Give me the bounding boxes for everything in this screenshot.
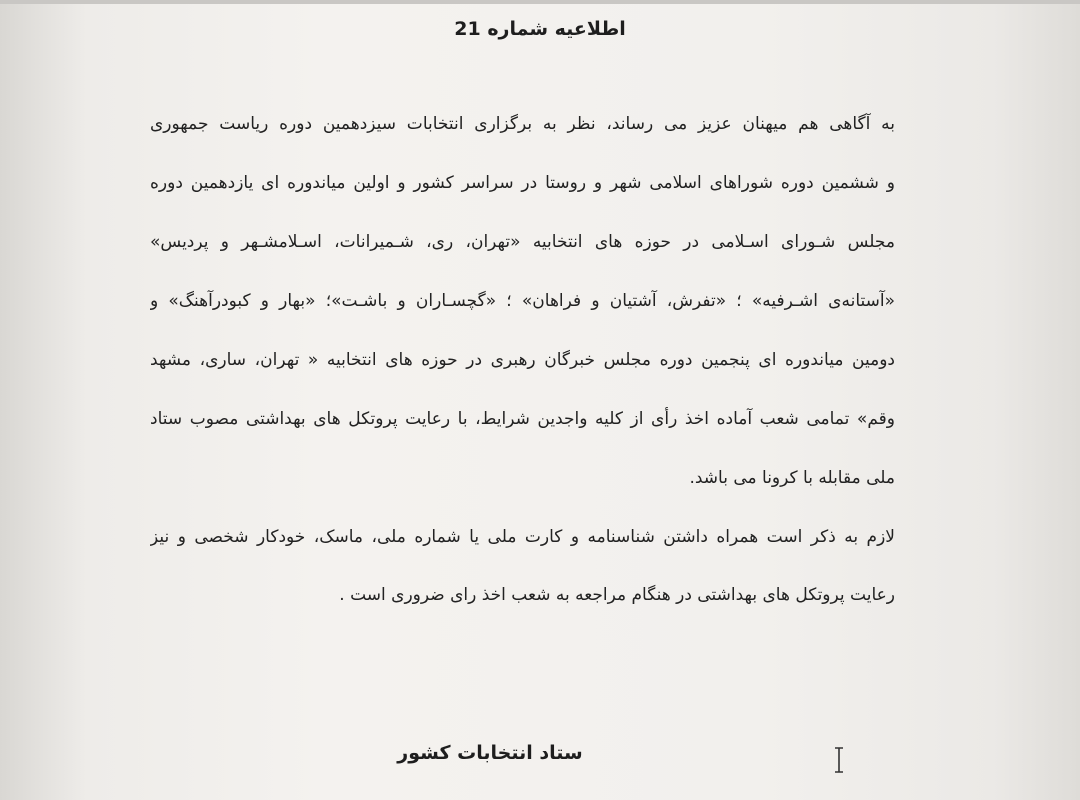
paragraph-line: «آستانه‌ی اشـرفیه» ؛ «تفرش، آشتیان و فراهان» ؛ «گچسـاران و باشـت»؛ «بهار و کبودرآهنگ» و xyxy=(150,291,895,311)
signature: ستاد انتخابات کشور xyxy=(397,742,583,764)
paragraph-2 xyxy=(150,508,895,624)
paragraph-line: مجلس شـورای اسـلامی در حوزه های انتخابیه «تهران، ری، شـمیرانات، اسـلامشـهر و پردیس» xyxy=(150,232,895,252)
paragraph-line: رعایت پروتکل های بهداشتی در هنگام مراجعه به شعب اخذ رای ضروری است . xyxy=(339,585,895,605)
document-title: اطلاعیه شماره 21 xyxy=(454,18,626,40)
paragraph-line: لازم به ذکر است همراه داشتن شناسنامه و کارت ملی یا شماره ملی، ماسک، خودکار شخصی و نیز xyxy=(150,527,895,547)
document-body xyxy=(150,95,895,624)
paragraph-line: به آگاهی هم میهنان عزیز می رساند، نظر به برگزاری انتخابات سیزدهمین دوره ریاست جمهوری xyxy=(150,114,895,134)
paragraph-line: دومین میاندوره ای پنجمین دوره مجلس خبرگان رهبری در حوزه های انتخابیه « تهران، ساری، مشهد xyxy=(150,350,895,370)
page-top-edge xyxy=(0,0,1080,4)
paragraph-line: و ششمین دوره شوراهای اسلامی شهر و روستا در سراسر کشور و اولین میاندوره ای یازدهمین دوره xyxy=(150,173,895,193)
paragraph-1 xyxy=(150,95,895,508)
paragraph-line: ملی مقابله با کرونا می باشد. xyxy=(689,468,895,488)
paragraph-line: وقم» تمامی شعب آماده اخذ رأی از کلیه واجدین شرایط، با رعایت پروتکل های بهداشتی مصوب ستاد xyxy=(150,409,895,429)
text-cursor-icon xyxy=(832,747,846,773)
